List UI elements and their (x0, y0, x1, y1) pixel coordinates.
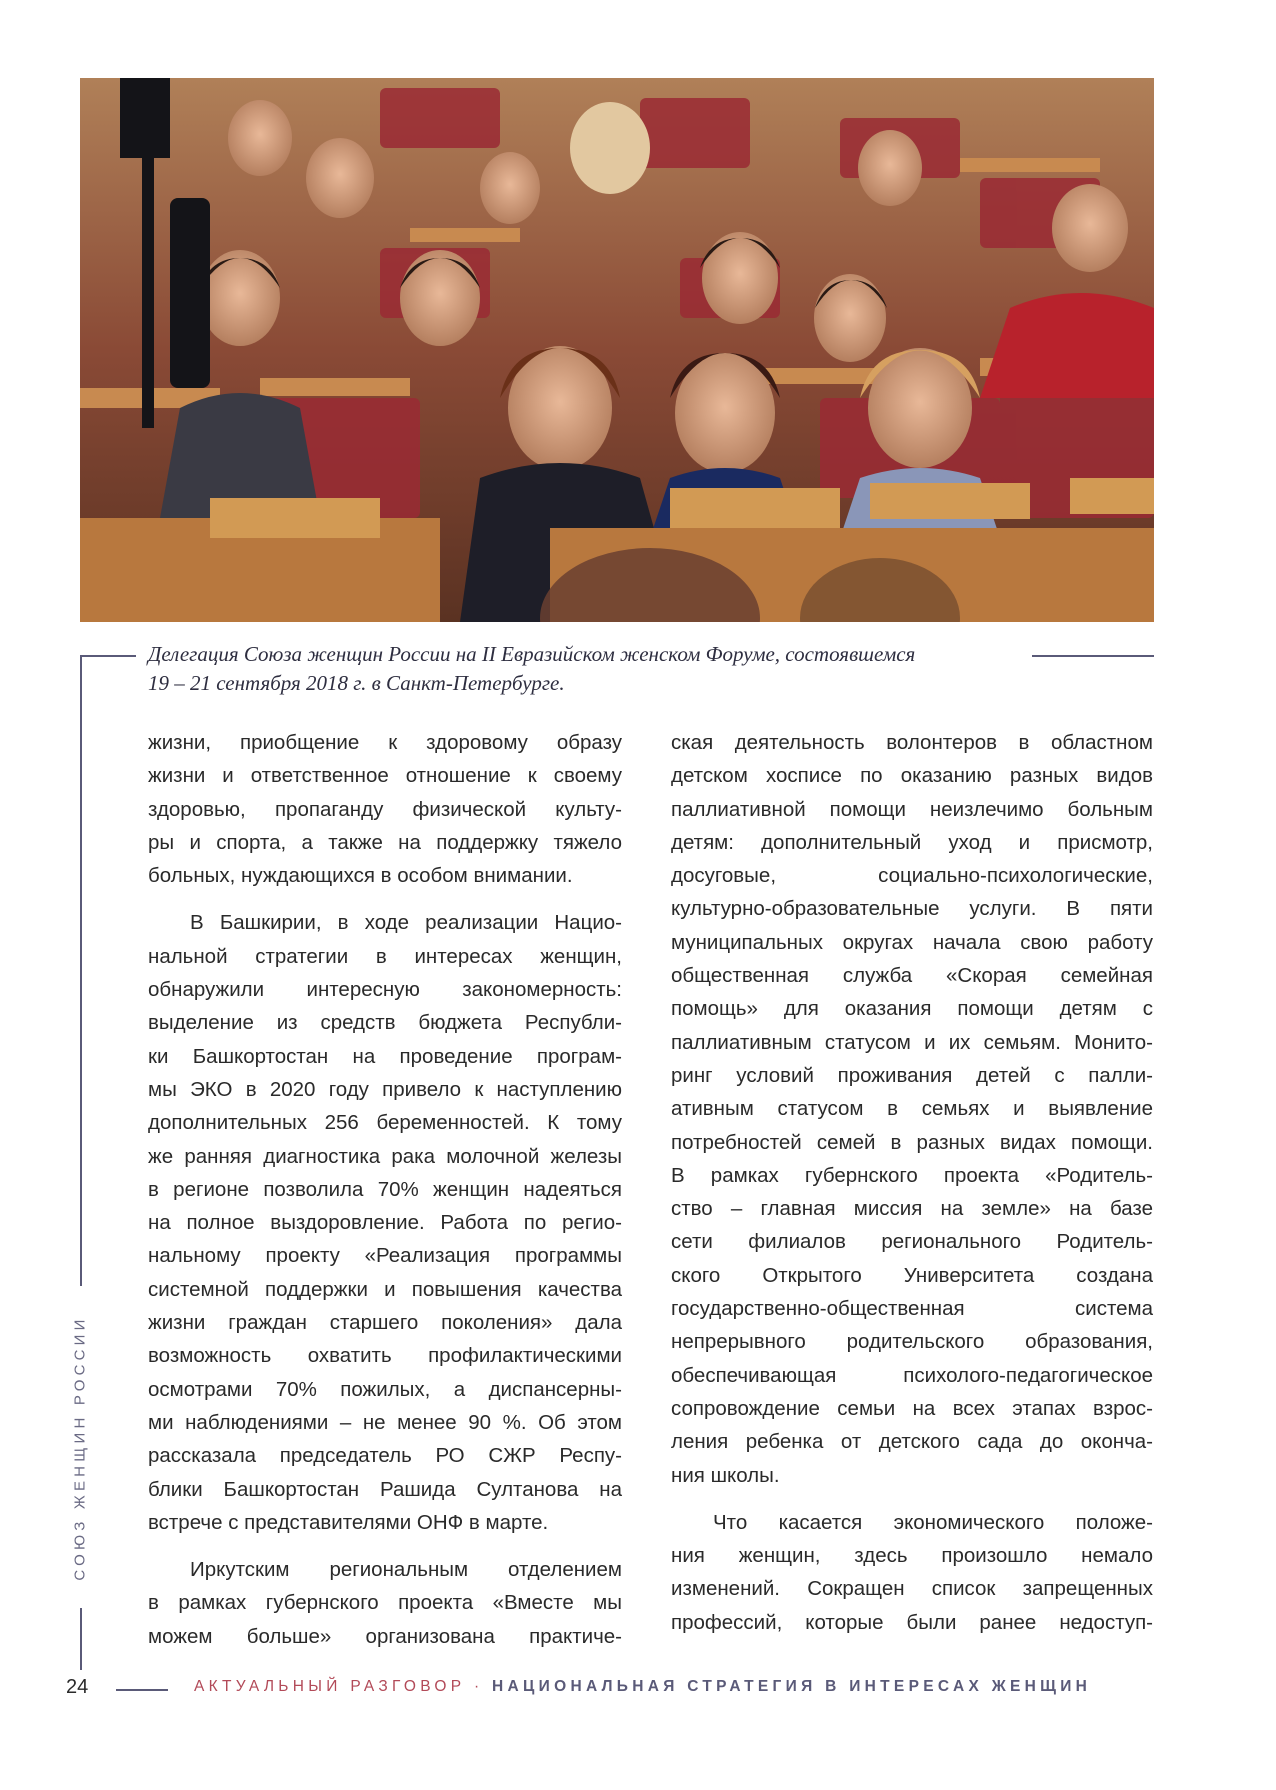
text-line: Что касается экономического положе- (713, 1510, 1153, 1534)
text-line: дополнительных 256 беременностей. К тому (148, 1111, 622, 1135)
text-line: ского Открытого Университета создана (671, 1263, 1153, 1287)
text-line: встрече с представителями ОНФ в марте. (148, 1510, 549, 1534)
text-line: детям: дополнительный уход и присмотр, (671, 830, 1153, 854)
text-line: государственно-общественная система (671, 1297, 1153, 1321)
paragraph (671, 726, 1153, 1492)
text-line: жизни и ответственное отношение к своему (148, 764, 622, 788)
text-line: потребностей семей в разных видах помощи. (671, 1130, 1153, 1154)
footer-rule (116, 1689, 168, 1691)
text-line: сопровождение семьи на всех этапах взрос- (671, 1396, 1153, 1420)
footer-title: НАЦИОНАЛЬНАЯ СТРАТЕГИЯ В ИНТЕРЕСАХ ЖЕНЩИН (492, 1678, 1092, 1695)
text-line: непрерывного родительского образования, (671, 1330, 1153, 1354)
text-line: осмотрами 70% пожилых, а диспансерны- (148, 1377, 622, 1401)
text-line: жизни граждан старшего поколения» дала (148, 1311, 622, 1335)
caption-rule-left (80, 655, 136, 657)
text-line: здоровью, пропаганду физической культу- (148, 797, 622, 821)
side-rule-top (80, 656, 82, 1286)
caption-rule-right (1032, 655, 1154, 657)
text-line: ния школы. (671, 1463, 780, 1487)
text-line: помощь» для оказания помощи детям с (671, 997, 1153, 1021)
text-line: в рамках губернского проекта «Вместе мы (148, 1591, 622, 1615)
conference-audience-photo (80, 78, 1154, 622)
text-line: ринг условий проживания детей с палли- (671, 1063, 1153, 1087)
text-line: ления ребенка от детского сада до оконча- (671, 1430, 1153, 1454)
paragraph (148, 726, 622, 892)
text-line: ния женщин, здесь произошло немало (671, 1544, 1153, 1568)
text-column-left (148, 726, 622, 1653)
text-line: профессий, которые были ранее недоступ- (671, 1610, 1153, 1634)
text-line: В рамках губернского проекта «Родитель- (671, 1163, 1153, 1187)
text-line: мы ЭКО в 2020 году привело к наступлению (148, 1077, 622, 1101)
text-line: культурно-образовательные услуги. В пяти (671, 897, 1153, 921)
conference-photo (80, 78, 1154, 622)
text-line: паллиативным статусом и их семьям. Монито- (671, 1030, 1153, 1054)
caption-line: Делегация Союза женщин России на II Евразийском женском Форуме, состоявшемся (148, 642, 916, 666)
text-line: системной поддержки и повышения качества (148, 1277, 622, 1301)
text-line: выделение из средств бюджета Республи- (148, 1011, 622, 1035)
text-line: муниципальных округах начала свою работу (671, 930, 1153, 954)
running-footer (194, 1678, 1091, 1696)
text-line: Иркутским региональным отделением (190, 1558, 622, 1582)
text-line: ство – главная миссия на земле» на базе (671, 1197, 1153, 1221)
side-label-text: СОЮЗ ЖЕНЩИН РОССИИ (71, 1315, 89, 1581)
page-number: 24 (66, 1676, 89, 1698)
text-line: сети филиалов регионального Родитель- (671, 1230, 1153, 1254)
footer-section: АКТУАЛЬНЫЙ РАЗГОВОР (194, 1678, 466, 1695)
text-line: нальному проекту «Реализация программы (148, 1244, 622, 1268)
text-line: ки Башкортостан на проведение програм- (148, 1044, 622, 1068)
text-line: нальной стратегии в интересах женщин, (148, 944, 622, 968)
text-line: обнаружили интересную закономерность: (148, 978, 622, 1002)
text-line: общественная служба «Скорая семейная (671, 964, 1153, 988)
caption-line: 19 – 21 сентября 2018 г. в Санкт-Петербурге. (148, 671, 565, 695)
text-line: обеспечивающая психолого-педагогическое (671, 1363, 1153, 1387)
text-line: ры и спорта, а также на поддержку тяжело (148, 830, 622, 854)
text-line: детском хосписе по оказанию разных видов (671, 764, 1153, 788)
text-line: в регионе позволила 70% женщин надеяться (148, 1177, 622, 1201)
text-line: жизни, приобщение к здоровому образу (148, 731, 622, 754)
paragraph (671, 1506, 1153, 1639)
paragraph (148, 1553, 622, 1653)
text-line: больных, нуждающихся в особом внимании. (148, 864, 573, 888)
text-line: же ранняя диагностика рака молочной железы (148, 1144, 622, 1168)
photo-caption (148, 640, 1024, 698)
text-line: ативным статусом в семьях и выявление (671, 1097, 1153, 1121)
text-line: блики Башкортостан Рашида Султанова на (148, 1477, 622, 1501)
text-column-right (671, 726, 1153, 1639)
text-line: В Башкирии, в ходе реализации Нацио- (190, 911, 622, 935)
text-line: ская деятельность волонтеров в областном (671, 731, 1153, 754)
side-rule-bottom (80, 1608, 82, 1670)
footer-separator: · (473, 1678, 484, 1695)
paragraph (148, 906, 622, 1539)
text-line: возможность охватить профилактическими (148, 1344, 622, 1368)
text-line: ми наблюдениями – не менее 90 %. Об этом (148, 1410, 622, 1434)
text-line: изменений. Сокращен список запрещенных (671, 1577, 1153, 1601)
text-line: рассказала председатель РО СЖР Респу- (148, 1444, 622, 1468)
text-line: досуговые, социально-психологические, (671, 864, 1153, 888)
text-line: паллиативной помощи неизлечимо больным (671, 797, 1153, 821)
text-line: можем больше» организована практиче- (148, 1624, 622, 1648)
text-line: на полное выздоровление. Работа по регио- (148, 1211, 622, 1235)
